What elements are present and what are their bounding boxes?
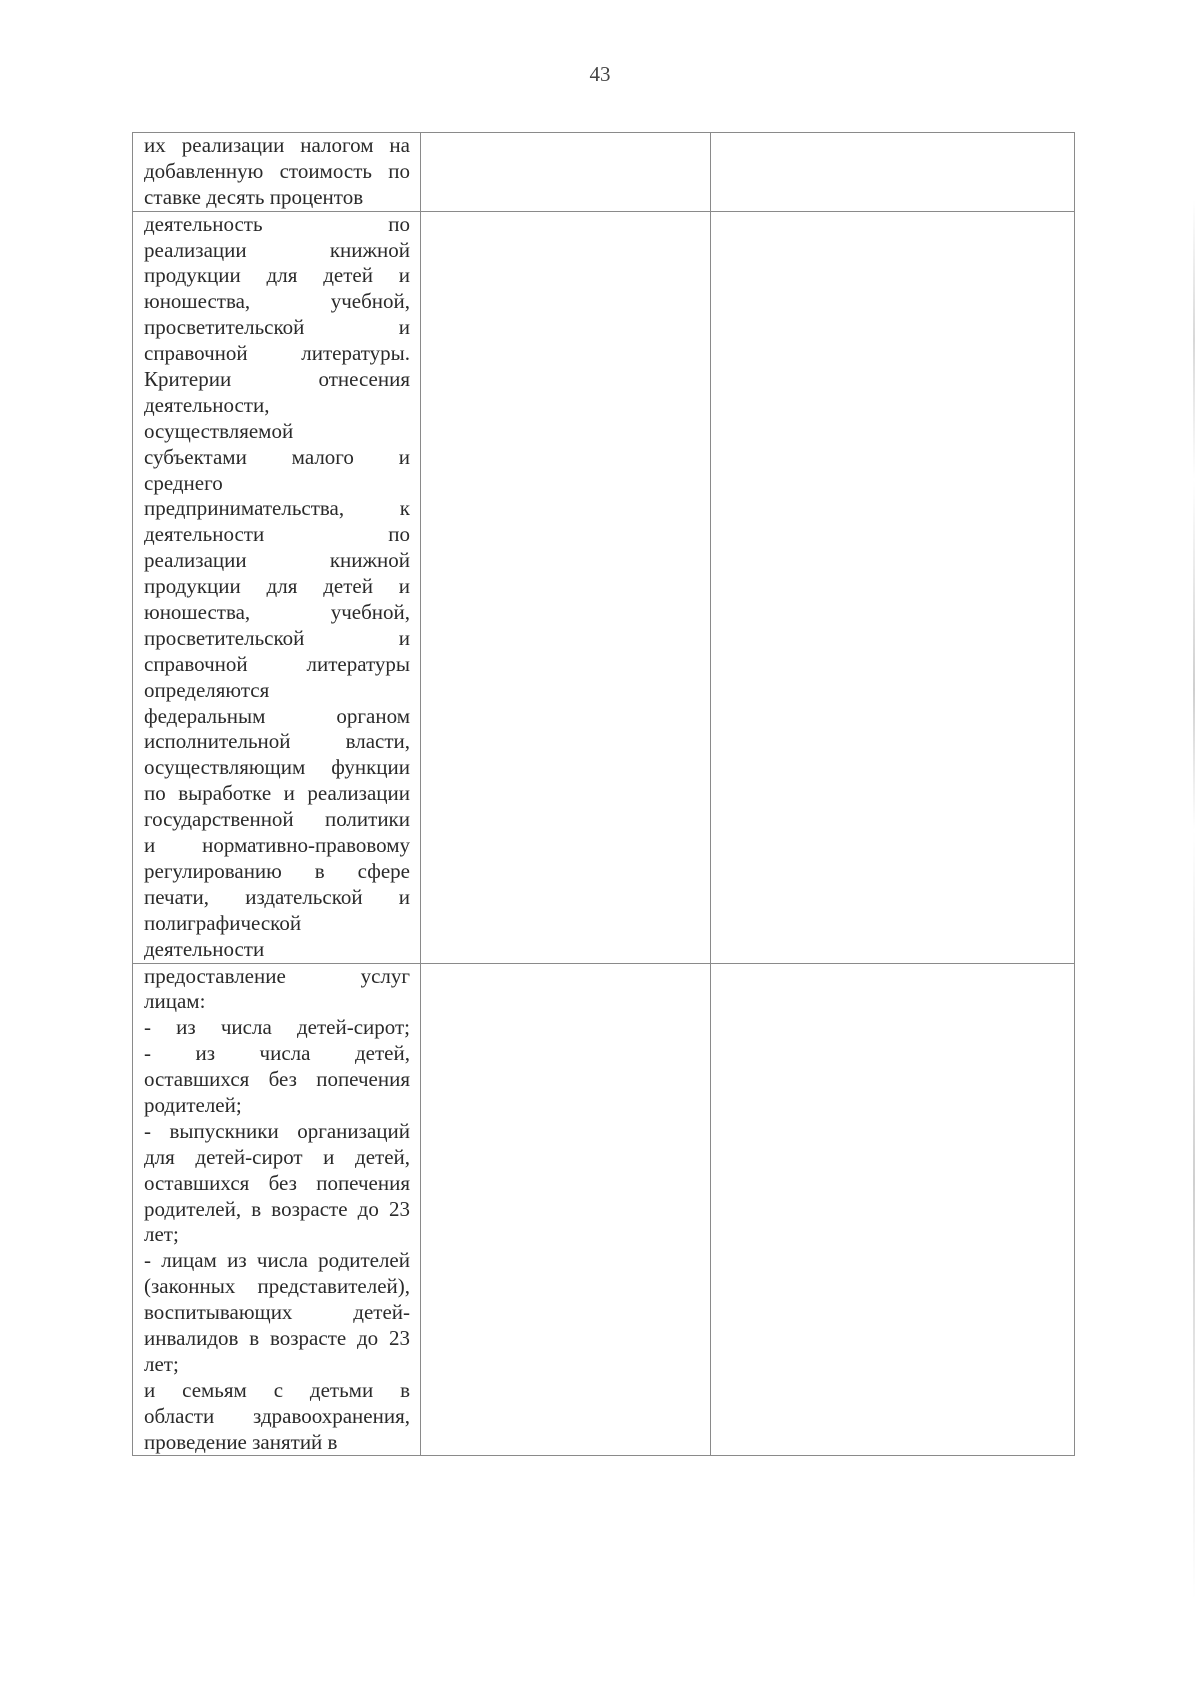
cell-text <box>133 212 420 963</box>
table-cell-empty <box>421 211 711 963</box>
table-row <box>133 133 1075 212</box>
text-line: ставке десять процентов <box>144 184 364 209</box>
text-line: федеральным органом <box>144 703 410 728</box>
text-line: лет; <box>144 1351 179 1376</box>
text-line: родителей, в возрасте до 23 <box>144 1196 410 1221</box>
text-line: - выпускники организаций <box>144 1118 410 1143</box>
text-line: среднего <box>144 470 223 495</box>
text-line: оставшихся без попечения <box>144 1067 410 1092</box>
text-line: инвалидов в возрасте до 23 <box>144 1325 410 1350</box>
table-cell-description <box>133 133 421 212</box>
text-line: определяются <box>144 677 270 702</box>
table-row <box>133 963 1075 1456</box>
table-cell-empty <box>421 963 711 1456</box>
text-line: - из числа детей-сирот; <box>144 1015 410 1040</box>
table-cell-empty <box>711 133 1075 212</box>
text-line: регулированию в сфере <box>144 858 410 883</box>
text-line: и нормативно-правовому <box>144 833 410 858</box>
table-cell-description <box>133 211 421 963</box>
text-line: справочной литературы <box>144 651 410 676</box>
text-line: субъектами малого и <box>144 444 410 469</box>
text-line: справочной литературы. <box>144 341 410 366</box>
text-line: реализации книжной <box>144 237 410 262</box>
page-number: 43 <box>589 62 611 86</box>
text-line: добавленную стоимость по <box>144 158 410 183</box>
text-line: лицам: <box>144 989 206 1014</box>
text-line: просветительской и <box>144 315 410 340</box>
text-line: полиграфической <box>144 910 302 935</box>
text-line: юношества, учебной, <box>144 289 410 314</box>
table-cell-empty <box>421 133 711 212</box>
text-line: лет; <box>144 1222 179 1247</box>
cell-text <box>133 133 420 211</box>
text-line: юношества, учебной, <box>144 600 410 625</box>
text-line: Критерии отнесения <box>144 367 410 392</box>
text-line: родителей; <box>144 1092 242 1117</box>
text-line: предоставление услуг <box>144 963 410 988</box>
table-row <box>133 211 1075 963</box>
text-line: реализации книжной <box>144 548 410 573</box>
text-line: проведение занятий в <box>144 1429 338 1454</box>
text-line: исполнительной власти, <box>144 729 410 754</box>
text-line: государственной политики <box>144 807 410 832</box>
cell-text <box>133 964 420 1456</box>
text-line: области здравоохранения, <box>144 1403 410 1428</box>
text-line: воспитывающих детей- <box>144 1300 410 1325</box>
table-cell-empty <box>711 963 1075 1456</box>
text-line: и семьям с детьми в <box>144 1377 410 1402</box>
text-line: деятельности, <box>144 392 270 417</box>
text-line: продукции для детей и <box>144 574 410 599</box>
text-line: деятельность по <box>144 211 410 236</box>
text-line: продукции для детей и <box>144 263 410 288</box>
text-line: просветительской и <box>144 625 410 650</box>
table-cell-empty <box>711 211 1075 963</box>
table-cell-description <box>133 963 421 1456</box>
scan-edge-line <box>1193 200 1195 1600</box>
text-line: осуществляющим функции <box>144 755 410 780</box>
text-line: деятельности <box>144 936 265 961</box>
text-line: - лицам из числа родителей <box>144 1248 410 1273</box>
document-table <box>132 132 1075 1456</box>
text-line: их реализации налогом на <box>144 133 410 157</box>
text-line: (законных представителей), <box>144 1274 410 1299</box>
text-line: - из числа детей, <box>144 1041 410 1066</box>
text-line: деятельности по <box>144 522 410 547</box>
text-line: осуществляемой <box>144 418 294 443</box>
text-line: по выработке и реализации <box>144 781 410 806</box>
text-line: печати, издательской и <box>144 884 410 909</box>
text-line: для детей-сирот и детей, <box>144 1144 410 1169</box>
text-line: оставшихся без попечения <box>144 1170 410 1195</box>
text-line: предпринимательства, к <box>144 496 410 521</box>
